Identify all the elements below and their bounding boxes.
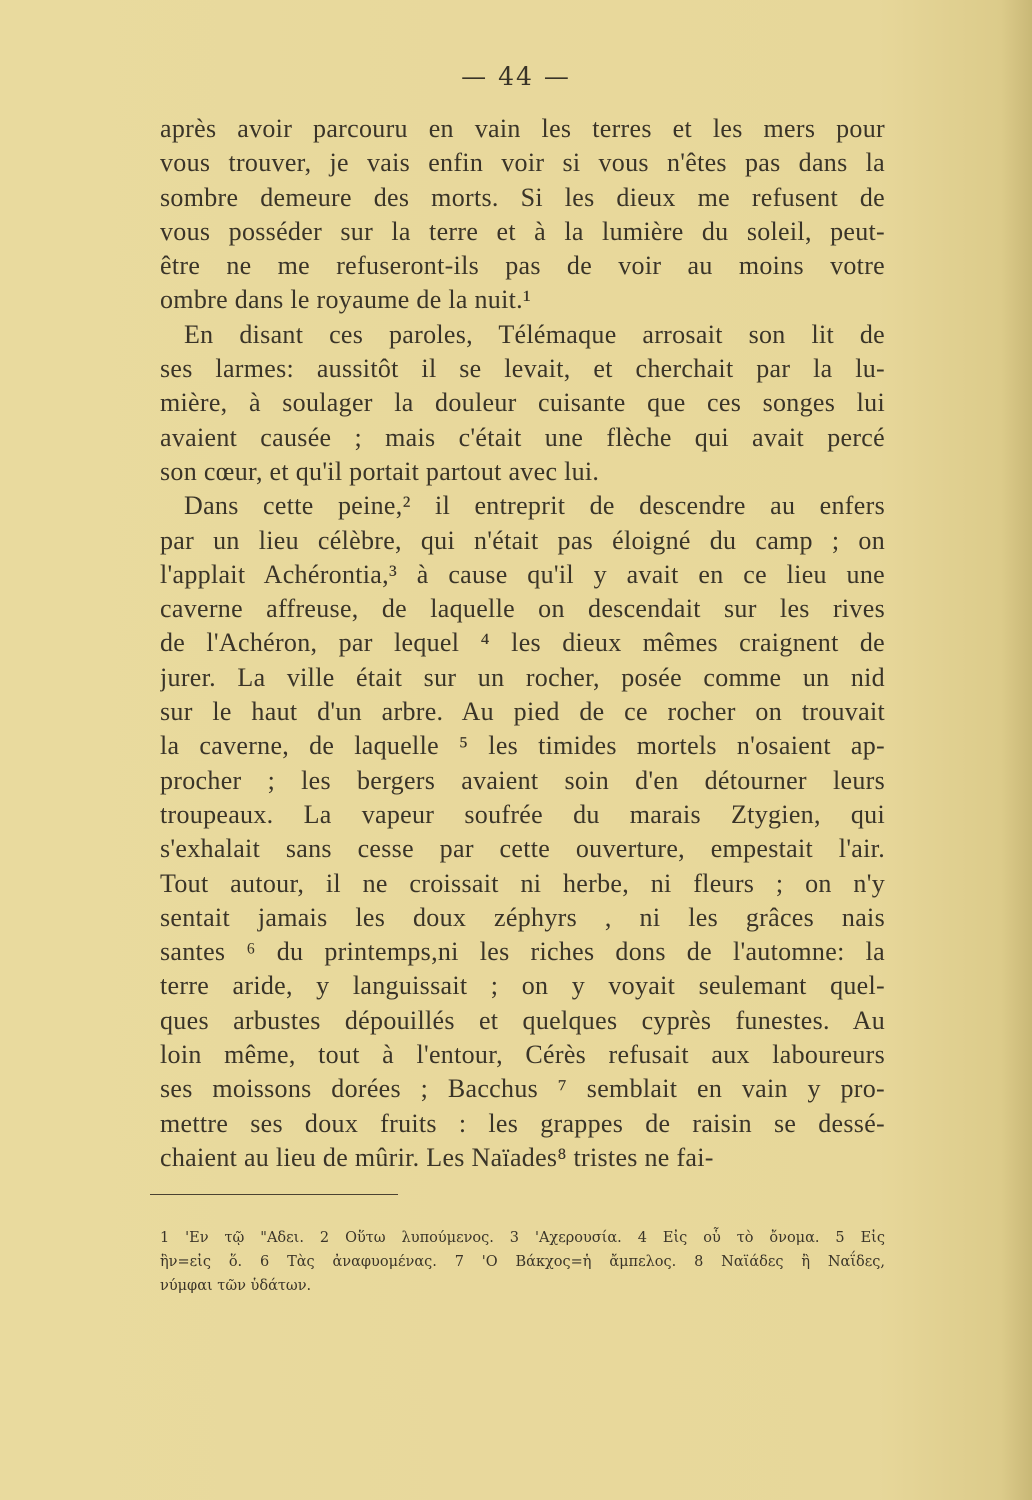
text-line: ses larmes: aussitôt il se levait, et cherchait par la lu- (160, 354, 885, 384)
text-line: ses moissons dorées ; Bacchus ⁷ semblait en vain y pro- (160, 1074, 885, 1104)
text-line: terre aride, y languissait ; on y voyait seulemant quel- (160, 971, 885, 1001)
text-line: son cœur, et qu'il portait partout avec lui. (160, 456, 600, 486)
text-line: mettre ses doux fruits : les grappes de raisin se dessé- (160, 1108, 885, 1138)
text-line: après avoir parcouru en vain les terres et les mers pour (160, 114, 885, 143)
footnotes (160, 1226, 885, 1298)
text-line: jurer. La ville était sur un rocher, posée comme un nid (160, 662, 885, 692)
text-line: En disant ces paroles, Télémaque arrosait son lit de (184, 319, 885, 349)
text-line: la caverne, de laquelle ⁵ les timides mortels n'osaient ap- (160, 731, 885, 761)
text-line: sentait jamais les doux zéphyrs , ni les grâces nais (160, 902, 885, 932)
text-line: l'applait Achérontia,³ à cause qu'il y avait en ce lieu une (160, 559, 885, 589)
text-line: ques arbustes dépouillés et quelques cyprès funestes. Au (160, 1005, 885, 1035)
text-line: par un lieu célèbre, qui n'était pas éloigné du camp ; on (160, 525, 885, 555)
footnote-line: ἣν=εἰς ὅ. 6 Τὰς ἀναφυομένας. 7 'Ο Βάκχος=ἡ ἄμπελος. 8 Ναϊάδες ἢ Ναΐδες, (160, 1254, 885, 1270)
text-line: vous trouver, je vais enfin voir si vous n'êtes pas dans la (160, 148, 885, 178)
footnote-divider (150, 1194, 398, 1195)
text-line: troupeaux. La vapeur soufrée du marais Ztygien, qui (160, 799, 885, 829)
text-line: s'exhalait sans cesse par cette ouverture, empestait l'air. (160, 834, 885, 864)
text-line: avaient causée ; mais c'était une flèche qui avait percé (160, 422, 885, 452)
text-line: mière, à soulager la douleur cuisante que ces songes lui (160, 388, 885, 418)
text-line: sur le haut d'un arbre. Au pied de ce rocher on trouvait (160, 697, 885, 727)
footnote-line: νύμφαι τῶν ὑδάτων. (160, 1278, 312, 1294)
text-line: ombre dans le royaume de la nuit.¹ (160, 285, 532, 315)
body-text (160, 112, 885, 1175)
text-line: loin même, tout à l'entour, Cérès refusait aux laboureurs (160, 1040, 885, 1070)
text-line: être ne me refuseront-ils pas de voir au moins votre (160, 251, 885, 281)
text-line: caverne affreuse, de laquelle on descendait sur les rives (160, 594, 885, 624)
footnote-line: 1 'Εν τῷ "Αδει. 2 Οὕτω λυπούμενος. 3 'Αχερουσία. 4 Εἰς οὗ τὸ ὄνομα. 5 Εἰς (160, 1230, 885, 1246)
text-line: chaient au lieu de mûrir. Les Naïades⁸ tristes ne fai- (160, 1142, 714, 1172)
text-line: santes ⁶ du printemps,ni les riches dons de l'automne: la (160, 937, 885, 967)
text-line: Dans cette peine,² il entreprit de descendre au enfers (184, 491, 885, 521)
text-line: procher ; les bergers avaient soin d'en détourner leurs (160, 765, 885, 795)
page-number: — 44 — (461, 62, 571, 91)
text-line: sombre demeure des morts. Si les dieux me refusent de (160, 182, 885, 212)
text-line: de l'Achéron, par lequel ⁴ les dieux mêmes craignent de (160, 628, 885, 658)
text-line: Tout autour, il ne croissait ni herbe, ni fleurs ; on n'y (160, 868, 885, 898)
text-line: vous posséder sur la terre et à la lumière du soleil, peut- (160, 216, 885, 246)
